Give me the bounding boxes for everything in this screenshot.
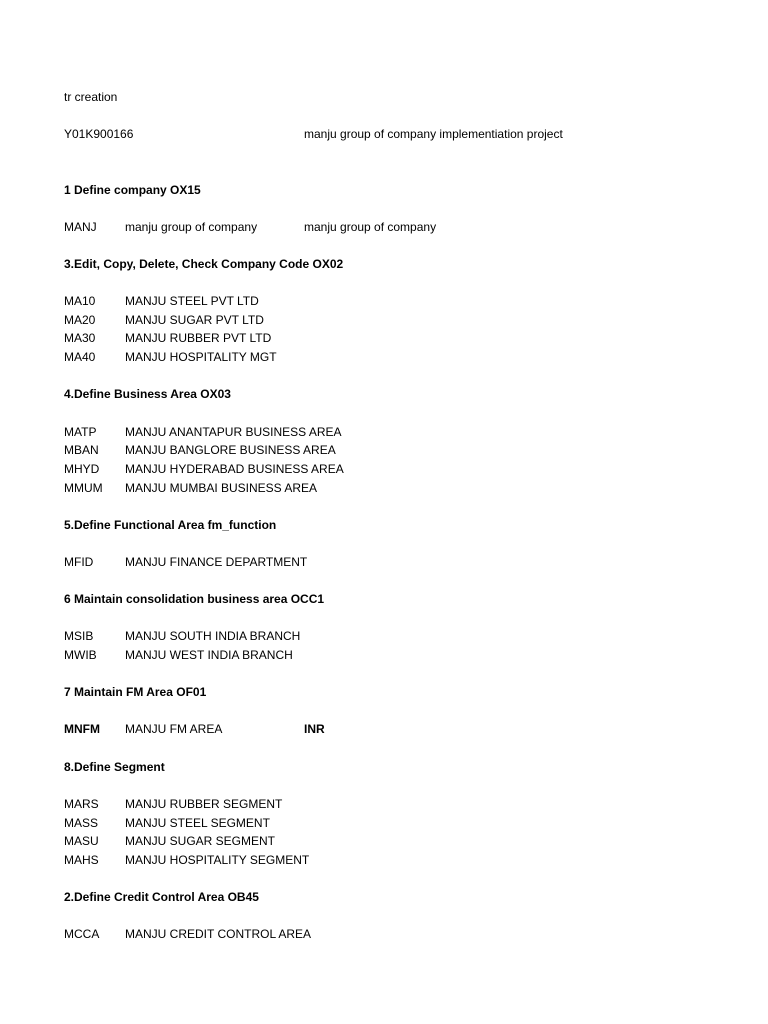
table-row: [64, 721, 325, 737]
row-code: MANJ: [64, 220, 97, 234]
row-code: MNFM: [64, 722, 100, 736]
row-code: MASS: [64, 816, 99, 830]
row-code: MA30: [64, 331, 96, 345]
row-name: MANJU FM AREA: [125, 722, 223, 736]
row-code: MHYD: [64, 462, 100, 476]
document-title: tr creation: [64, 90, 118, 104]
row-name: MANJU HOSPITALITY MGT: [125, 350, 277, 364]
project-code: Y01K900166: [64, 127, 134, 141]
row-name: MANJU SUGAR PVT LTD: [125, 313, 264, 327]
row-name: MANJU STEEL SEGMENT: [125, 816, 270, 830]
section-heading-functional-area: 5.Define Functional Area fm_function: [64, 518, 277, 532]
row-code: MCCA: [64, 927, 100, 941]
row-code: MA10: [64, 294, 96, 308]
table-row: [64, 833, 276, 849]
row-name: MANJU WEST INDIA BRANCH: [125, 648, 293, 662]
row-code: MSIB: [64, 629, 94, 643]
row-name: MANJU SOUTH INDIA BRANCH: [125, 629, 301, 643]
table-row: [64, 219, 437, 235]
row-name: MANJU MUMBAI BUSINESS AREA: [125, 481, 318, 495]
table-row: [64, 628, 301, 644]
project-row: [64, 126, 563, 142]
row-extra: INR: [304, 722, 325, 736]
row-name: MANJU STEEL PVT LTD: [125, 294, 259, 308]
row-code: MA20: [64, 313, 96, 327]
section-heading-company: 1 Define company OX15: [64, 183, 201, 197]
row-code: MBAN: [64, 443, 99, 457]
row-code: MMUM: [64, 481, 103, 495]
table-row: [64, 349, 277, 365]
row-code: MAHS: [64, 853, 99, 867]
row-code: MATP: [64, 425, 97, 439]
table-row: [64, 461, 344, 477]
table-row: [64, 796, 283, 812]
row-code: MA40: [64, 350, 96, 364]
project-name: manju group of company implementiation project: [304, 127, 563, 141]
row-code: MWIB: [64, 648, 97, 662]
table-row: [64, 330, 272, 346]
section-heading-fm-area: 7 Maintain FM Area OF01: [64, 685, 207, 699]
table-row: [64, 554, 308, 570]
table-row: [64, 815, 270, 831]
row-name: MANJU SUGAR SEGMENT: [125, 834, 276, 848]
section-heading-segment: 8.Define Segment: [64, 760, 165, 774]
row-name: MANJU FINANCE DEPARTMENT: [125, 555, 308, 569]
table-row: [64, 312, 264, 328]
row-name: MANJU RUBBER SEGMENT: [125, 797, 283, 811]
row-name: MANJU HOSPITALITY SEGMENT: [125, 853, 310, 867]
table-row: [64, 852, 310, 868]
section-heading-business-area: 4.Define Business Area OX03: [64, 387, 231, 401]
table-row: [64, 926, 312, 942]
row-name: MANJU BANGLORE BUSINESS AREA: [125, 443, 336, 457]
row-code: MFID: [64, 555, 94, 569]
row-name: MANJU HYDERABAD BUSINESS AREA: [125, 462, 344, 476]
section-heading-credit-control: 2.Define Credit Control Area OB45: [64, 890, 259, 904]
table-row: [64, 293, 259, 309]
row-code: MARS: [64, 797, 99, 811]
row-name: MANJU CREDIT CONTROL AREA: [125, 927, 312, 941]
table-row: [64, 647, 293, 663]
table-row: [64, 442, 336, 458]
row-extra: manju group of company: [304, 220, 437, 234]
row-name: MANJU ANANTAPUR BUSINESS AREA: [125, 425, 342, 439]
row-code: MASU: [64, 834, 99, 848]
row-name: MANJU RUBBER PVT LTD: [125, 331, 272, 345]
section-heading-company-code: 3.Edit, Copy, Delete, Check Company Code OX02: [64, 257, 344, 271]
section-heading-consolidation: 6 Maintain consolidation business area OCC1: [64, 592, 325, 606]
table-row: [64, 480, 318, 496]
row-name: manju group of company: [125, 220, 258, 234]
table-row: [64, 424, 342, 440]
